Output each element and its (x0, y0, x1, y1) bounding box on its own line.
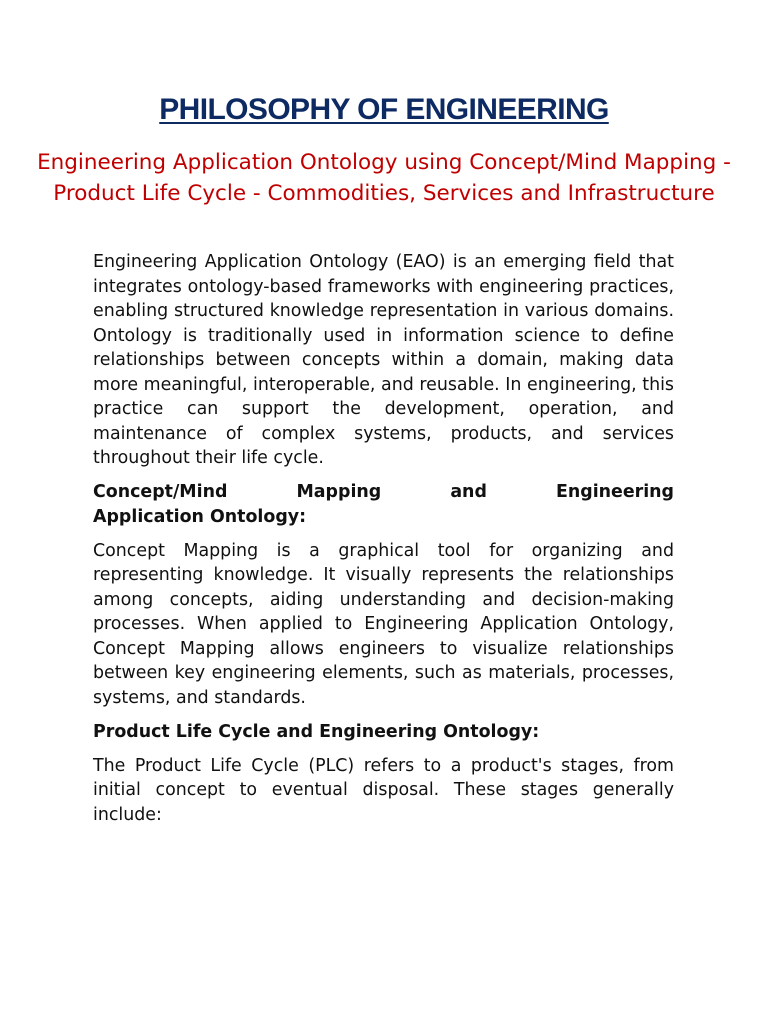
document-title: PHILOSOPHY OF ENGINEERING (159, 93, 609, 126)
concept-mapping-paragraph: Concept Mapping is a graphical tool for organizing and representing knowledge. It visually represents the relationships among concepts, aiding understanding and decision-making processes. When applied to Engineering Application Ontology, Concept Mapping allows engineers to visualize relationships between key engineering elements, such as materials, processes, systems, and standards. (93, 540, 674, 708)
section-heading-plc: Product Life Cycle and Engineering Ontology: (93, 721, 540, 742)
intro-paragraph: Engineering Application Ontology (EAO) is an emerging field that integrates ontology-based frameworks with engineering practices, enabling structured knowledge representation in various domains. Ontology is traditionally used in information science to define relationships between concepts within a domain, making data more meaningful, interoperable, and reusable. In engineering, this practice can support the development, operation, and maintenance of complex systems, products, and services throughout their life cycle. (93, 252, 674, 468)
section-heading-concept-mapping (93, 480, 674, 529)
document-body (93, 250, 674, 837)
section-heading-concept-mapping-line2: Application Ontology: (93, 506, 307, 527)
document-subtitle: Engineering Application Ontology using Concept/Mind Mapping - Product Life Cycle - Commodities, Services and Infrastructure (37, 150, 731, 206)
plc-paragraph: The Product Life Cycle (PLC) refers to a product's stages, from initial concept to eventual disposal. These stages generally include: (93, 755, 674, 825)
section-heading-concept-mapping-line1: Concept/Mind Mapping and Engineering (93, 482, 674, 502)
